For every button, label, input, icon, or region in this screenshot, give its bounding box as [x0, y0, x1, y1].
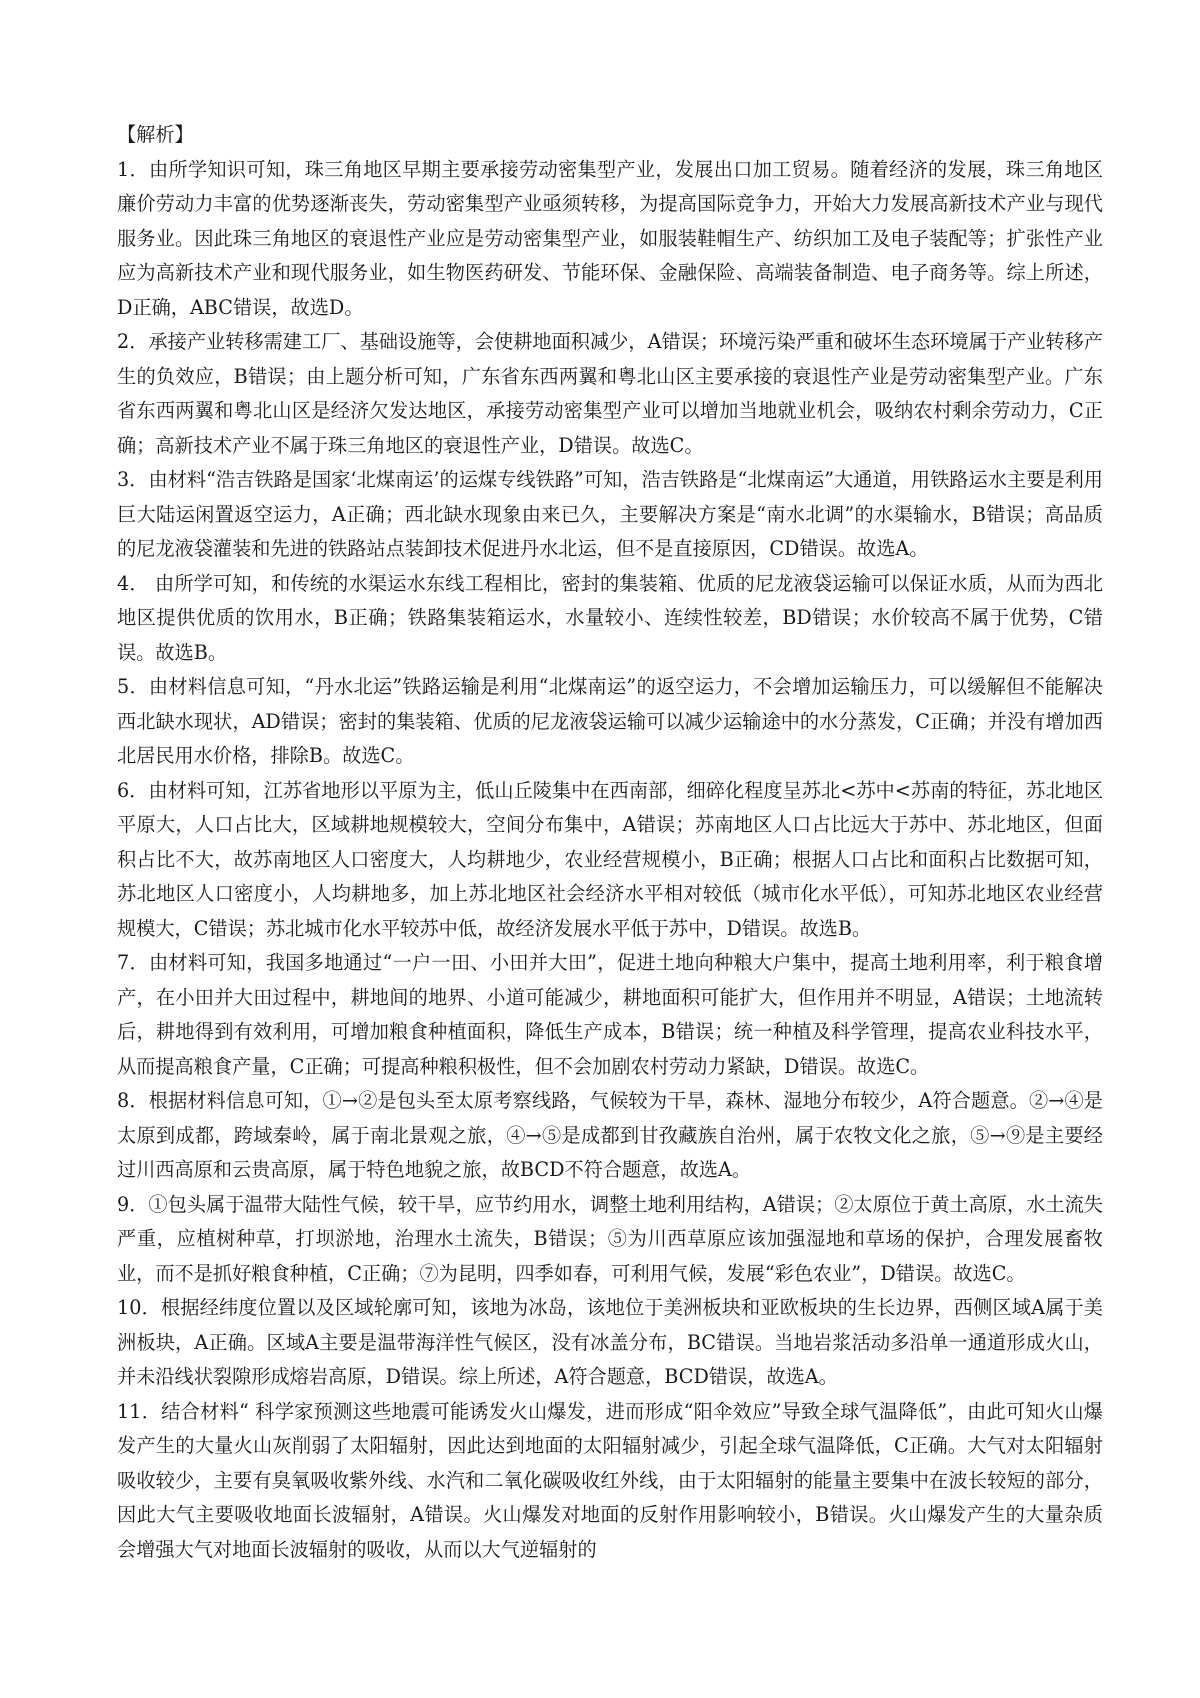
- analysis-heading: 【解析】: [117, 123, 194, 146]
- answer-paragraph-5: 5．由材料信息可知，“丹水北运”铁路运输是利用“北煤南运”的返空运力，不会增加运输压力，可以缓解但不能解决西北缺水现状，AD错误；密封的集装箱、优质的尼龙液袋运输可以减少运输途中的水分蒸发，C正确；并没有增加西北居民用水价格，排除B。故选C。: [117, 675, 1103, 767]
- answer-paragraph-2: 2．承接产业转移需建工厂、基础设施等，会使耕地面积减少，A错误；环境污染严重和破坏生态环境属于产业转移产生的负效应，B错误；由上题分析可知，广东省东西两翼和粤北山区主要承接的衰退性产业是劳动密集型产业。广东省东西两翼和粤北山区是经济欠发达地区，承接劳动密集型产业可以增加当地就业机会，吸纳农村剩余劳动力，C正确；高新技术产业不属于珠三角地区的衰退性产业，D错误。故选C。: [117, 330, 1103, 457]
- answer-paragraph-10: 10．根据经纬度位置以及区域轮廓可知，该地为冰岛，该地位于美洲板块和亚欧板块的生长边界，西侧区域A属于美洲板块，A正确。区域A主要是温带海洋性气候区，没有冰盖分布，BC错误。当地岩浆活动多沿单一通道形成火山，并未沿线状裂隙形成熔岩高原，D错误。综上所述，A符合题意，BCD错误，故选A。: [117, 1296, 1103, 1388]
- answer-analysis-page: [117, 118, 1103, 1567]
- answer-paragraph-4: 4． 由所学可知，和传统的水渠运水东线工程相比，密封的集装箱、优质的尼龙液袋运输可以保证水质，从而为西北地区提供优质的饮用水，B正确；铁路集装箱运水，水量较小、连续性较差，BD错误；水价较高不属于优势，C错误。故选B。: [117, 571, 1103, 664]
- answer-paragraph-11: 11．结合材料“ 科学家预测这些地震可能诱发火山爆发，进而形成“阳伞效应”导致全球气温降低”，由此可知火山爆发产生的大量火山灰削弱了太阳辐射，因此达到地面的太阳辐射减少，引起全球气温降低，C正确。大气对太阳辐射吸收较少，主要有臭氧吸收紫外线、水汽和二氧化碳吸收红外线，由于太阳辐射的能量主要集中在波长较短的部分，因此大气主要吸收地面长波辐射，A错误。火山爆发对地面的反射作用影响较小，B错误。火山爆发产生的大量杂质会增强大气对地面长波辐射的吸收，从而以大气逆辐射的: [117, 1399, 1103, 1561]
- answer-paragraph-6: 6．由材料可知，江苏省地形以平原为主，低山丘陵集中在西南部，细碎化程度呈苏北<苏中<苏南的特征，苏北地区平原大，人口占比大，区域耕地规模较大，空间分布集中，A错误；苏南地区人口占比远大于苏中、苏北地区，但面积占比不大，故苏南地区人口密度大，人均耕地少，农业经营规模小，B正确；根据人口占比和面积占比数据可知，苏北地区人口密度小，人均耕地多，加上苏北地区社会经济水平相对较低（城市化水平低），可知苏北地区农业经营规模大，C错误；苏北城市化水平较苏中低，故经济发展水平低于苏中，D错误。故选B。: [117, 778, 1104, 940]
- answer-paragraph-1: 1．由所学知识可知，珠三角地区早期主要承接劳动密集型产业，发展出口加工贸易。随着经济的发展，珠三角地区廉价劳动力丰富的优势逐渐丧失，劳动密集型产业亟须转移，为提高国际竞争力，开始大力发展高新技术产业与现代服务业。因此珠三角地区的衰退性产业应是劳动密集型产业，如服装鞋帽生产、纺织加工及电子装配等；扩张性产业应为高新技术产业和现代服务业，如生物医药研发、节能环保、金融保险、高端装备制造、电子商务等。综上所述，D正确，ABC错误，故选D。: [117, 157, 1103, 319]
- answer-paragraph-9: 9．①包头属于温带大陆性气候，较干旱，应节约用水，调整土地利用结构，A错误；②太原位于黄土高原，水土流失严重，应植树种草，打坝淤地，治理水土流失，B错误；⑤为川西草原应该加强湿地和草场的保护，合理发展畜牧业，而不是抓好粮食种植，C正确；⑦为昆明，四季如春，可利用气候，发展“彩色农业”，D错误。故选C。: [117, 1192, 1103, 1285]
- answer-paragraph-3: 3．由材料“浩吉铁路是国家‘北煤南运’的运煤专线铁路”可知，浩吉铁路是“北煤南运”大通道，用铁路运水主要是利用巨大陆运闲置返空运力，A正确；西北缺水现象由来已久，主要解决方案是“南水北调”的水渠输水，B错误；高品质的尼龙液袋灌装和先进的铁路站点装卸技术促进丹水北运，但不是直接原因，CD错误。故选A。: [117, 468, 1103, 560]
- answer-paragraph-8: 8．根据材料信息可知，①→②是包头至太原考察线路，气候较为干旱，森林、湿地分布较少，A符合题意。②→④是太原到成都，跨域秦岭，属于南北景观之旅，④→⑤是成都到甘孜藏族自治州，属于农牧文化之旅，⑤→⑨是主要经过川西高原和云贵高原，属于特色地貌之旅，故BCD不符合题意，故选A。: [117, 1089, 1103, 1181]
- answer-paragraph-7: 7．由材料可知，我国多地通过“一户一田、小田并大田”，促进土地向种粮大户集中，提高土地利用率，利于粮食增产，在小田并大田过程中，耕地间的地界、小道可能减少，耕地面积可能扩大，但作用并不明显，A错误；土地流转后，耕地得到有效利用，可增加粮食种植面积，降低生产成本，B错误；统一种植及科学管理，提高农业科技水平，从而提高粮食产量，C正确；可提高种粮积极性，但不会加剧农村劳动力紧缺，D错误。故选C。: [117, 951, 1103, 1078]
